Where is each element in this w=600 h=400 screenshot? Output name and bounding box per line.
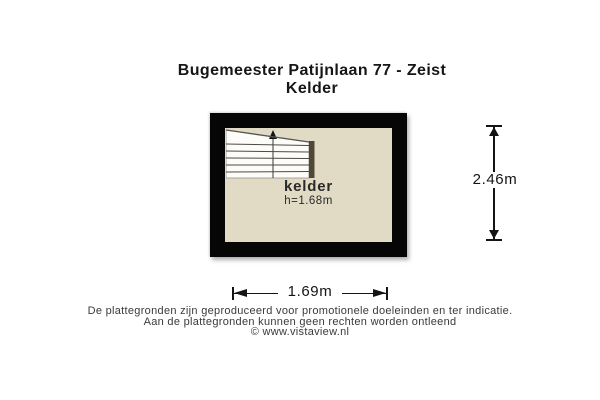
width-dimension-label: 1.69m (278, 284, 342, 300)
room-ceiling-height: h=1.68m (284, 195, 333, 207)
address-title: Bugemeester Patijnlaan 77 - Zeist (177, 62, 447, 79)
disclaimer (0, 306, 600, 338)
height-dimension-label: 2.46m (463, 172, 527, 188)
dimension-cap (486, 239, 502, 241)
disclaimer-line-1: De plattegronden zijn geproduceerd voor promotionele doeleinden en ter indicatie. (87, 305, 513, 317)
page-title (12, 62, 600, 98)
floorplan-walls (210, 113, 407, 257)
room-kelder (225, 128, 392, 242)
disclaimer-line-2: Aan de plattegronden kunnen geen rechten worden ontleend (143, 315, 457, 328)
stairs-icon (226, 128, 316, 180)
arrow-right-icon (373, 289, 386, 297)
room-name: kelder (284, 178, 333, 195)
room-label (225, 179, 392, 208)
dimension-cap (386, 287, 388, 300)
copyright-line: © www.vistaview.nl (250, 326, 350, 338)
floor-title: Kelder (285, 80, 339, 97)
arrow-down-icon (489, 230, 499, 239)
